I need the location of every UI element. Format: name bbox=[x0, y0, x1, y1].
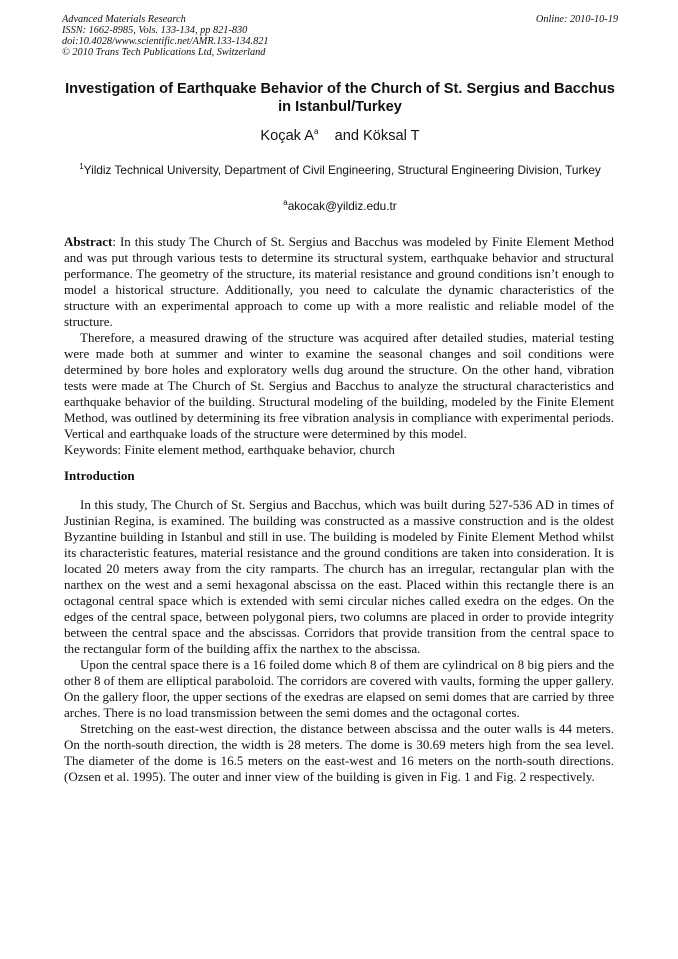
author-email bbox=[62, 199, 618, 213]
introduction-heading: Introduction bbox=[64, 468, 135, 483]
paper-title: Investigation of Earthquake Behavior of the Church of St. Sergius and Bacchus in Istanbul/Turkey bbox=[65, 81, 615, 115]
keywords: Keywords: Finite element method, earthquake behavior, church bbox=[64, 442, 395, 457]
doi-line: doi:10.4028/www.scientific.net/AMR.133-134.821 bbox=[62, 36, 269, 47]
publication-header bbox=[62, 14, 618, 58]
abstract-paragraph-2: Therefore, a measured drawing of the structure was acquired after detailed studies, material testing were made both at summer and winter to examine the seasonal changes and soil conditions were determined by bore holes and exploratory wells dug around the structure. On the other hand, vibration tests were made at The Church of St. Sergius and Bacchus to analyze the structural characteristics and earthquake behavior of the building. Structural modeling of the building, modeled by the Finite Element Method, was outlined by determining its free vibration analysis in compliance with experimental periods. Vertical and earthquake loads of the structure were determined by this model. bbox=[64, 330, 614, 441]
abstract-text-1: : In this study The Church of St. Sergius and Bacchus was modeled by Finite Element Method and was put through various tests to determine its structural system, earthquake behavior and structural performance. The geometry of the structure, its material resistance and ground conditions isn’t enough to model a historical structure. Additionally, you need to calculate the dynamic characteristics of the structure with an experimental approach to come up with a more realistic and reliable model of the structure. bbox=[64, 234, 614, 329]
issn-line: ISSN: 1662-8985, Vols. 133-134, pp 821-830 bbox=[62, 25, 248, 36]
author-1: Koçak A bbox=[260, 128, 314, 144]
author-list bbox=[62, 128, 618, 144]
introduction-paragraph-2: Upon the central space there is a 16 foiled dome which 8 of them are cylindrical on 8 big piers and the other 8 of them are elliptical paraboloid. The corridors are covered with vaults, forming the upper gallery. On the gallery floor, the upper sections of the exedras are elapsed on semi domes that are carried by three arches. There is no load transmission between the semi domes and the octagonal cortes. bbox=[64, 657, 614, 720]
introduction-paragraph-3: Stretching on the east-west direction, the distance between abscissa and the outer walls is 44 meters. On the north-south direction, the width is 28 meters. The dome is 30.69 meters high from the sea level. The diameter of the dome is 16.5 meters on the east-west and 16 meters on the north-south directions. (Ozsen et al. 1995). The outer and inner view of the building is given in Fig. 1 and Fig. 2 respectively. bbox=[64, 721, 614, 784]
journal-name: Advanced Materials Research bbox=[62, 14, 186, 25]
abstract-label: Abstract bbox=[64, 234, 113, 249]
author-2: and Köksal T bbox=[334, 128, 420, 144]
online-date: Online: 2010-10-19 bbox=[535, 14, 618, 25]
affiliation bbox=[62, 163, 618, 178]
introduction-section bbox=[64, 497, 614, 785]
email-address: akocak@yildiz.edu.tr bbox=[287, 199, 397, 213]
author-1-marker: a bbox=[313, 127, 319, 137]
abstract-paragraph-1 bbox=[64, 234, 614, 330]
affiliation-marker: 1 bbox=[79, 162, 84, 172]
copyright-line: © 2010 Trans Tech Publications Ltd, Switzerland bbox=[62, 47, 266, 58]
affiliation-text: Yildiz Technical University, Department of Civil Engineering, Structural Engineering Division, Turkey bbox=[83, 163, 601, 177]
introduction-paragraph-1: In this study, The Church of St. Sergius and Bacchus, which was built during 527-536 AD in times of Justinian Regina, is examined. The building was constructed as a massive construction and is the oldest Byzantine building in Istanbul and still in use. The building is modeled by Finite Element Method whilst its characteristic features, material resistance and the ground conditions are taken into consideration. It is located 20 meters away from the city ramparts. The church has an irregular, rectangular plan with the narthex on the west and a semi hexagonal abscissa on the east. Placed within this rectangle there is an octagonal central space which is extended with semi circular niches called exedra on the edges. On the edges of the central space, between polygonal piers, two columns are placed in order to provide integrity between the central space and the abscissas. Corridors that provide transition from the central space to the rectangular form of the building affix the narthex to the abscissa. bbox=[64, 497, 614, 656]
abstract-section bbox=[64, 234, 614, 458]
email-marker: a bbox=[283, 198, 288, 208]
